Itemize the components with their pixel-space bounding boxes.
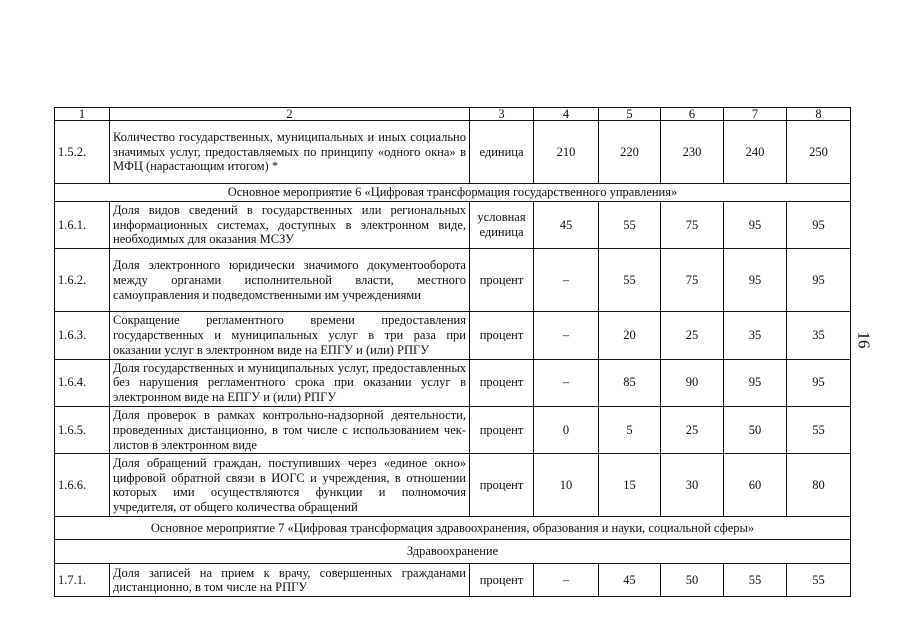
indicator-name: Доля государственных и муниципальных услуг, предоставленных без нарушения регламентного срока при оказании услуг в электронном виде на ЕПГУ и (или) РПГУ: [110, 359, 470, 406]
value-cell: –: [534, 359, 599, 406]
page-number: 16: [854, 331, 874, 349]
value-cell: 10: [534, 454, 599, 517]
row-number: 1.6.4.: [55, 359, 110, 406]
section-row: [55, 184, 851, 202]
header-cell: 1: [55, 108, 110, 121]
value-cell: 80: [787, 454, 851, 517]
unit-cell: процент: [470, 454, 534, 517]
value-cell: 0: [534, 406, 599, 453]
value-cell: 60: [724, 454, 787, 517]
unit-cell: единица: [470, 121, 534, 184]
value-cell: 35: [724, 312, 787, 359]
row-number: 1.6.5.: [55, 406, 110, 453]
value-cell: 55: [724, 564, 787, 597]
table-row: [55, 359, 851, 406]
header-row: [55, 108, 851, 121]
row-number: 1.7.1.: [55, 564, 110, 597]
header-cell: 4: [534, 108, 599, 121]
value-cell: 25: [661, 406, 724, 453]
indicator-name: Сокращение регламентного времени предоставления государственных и муниципальных услуг в три раза при оказании услуг в электронном виде на ЕПГУ и (или) РПГУ: [110, 312, 470, 359]
indicator-name: Доля видов сведений в государственных или региональных информационных системах, доступных в электронном виде, необходимых для оказания МСЗУ: [110, 201, 470, 248]
value-cell: 15: [599, 454, 661, 517]
row-number: 1.6.6.: [55, 454, 110, 517]
value-cell: 50: [661, 564, 724, 597]
value-cell: 45: [599, 564, 661, 597]
value-cell: 230: [661, 121, 724, 184]
indicator-name: Доля проверок в рамках контрольно-надзорной деятельности, проведенных дистанционно, в том числе с использованием чек-листов в электронном виде: [110, 406, 470, 453]
indicators-table: [54, 107, 851, 597]
value-cell: 25: [661, 312, 724, 359]
indicator-name: Доля электронного юридически значимого документооборота между органами исполнительной власти, местного самоуправления и подведомственными им учреждениями: [110, 249, 470, 312]
row-number: 1.6.3.: [55, 312, 110, 359]
value-cell: 95: [724, 359, 787, 406]
table-row: [55, 201, 851, 248]
value-cell: 95: [724, 201, 787, 248]
section-row: [55, 517, 851, 540]
value-cell: 75: [661, 201, 724, 248]
value-cell: 55: [787, 406, 851, 453]
unit-cell: условная единица: [470, 201, 534, 248]
value-cell: 95: [787, 359, 851, 406]
value-cell: 95: [724, 249, 787, 312]
value-cell: 35: [787, 312, 851, 359]
value-cell: 55: [599, 249, 661, 312]
header-cell: 3: [470, 108, 534, 121]
indicator-name: Количество государственных, муниципальных и иных социально значимых услуг, предоставляемых по принципу «одного окна» в МФЦ (нарастающим итогом) *: [110, 121, 470, 184]
table-row: [55, 564, 851, 597]
subsection-title: Здравоохранение: [55, 540, 851, 564]
value-cell: 90: [661, 359, 724, 406]
row-number: 1.6.2.: [55, 249, 110, 312]
value-cell: 250: [787, 121, 851, 184]
value-cell: 95: [787, 249, 851, 312]
table-row: [55, 121, 851, 184]
table-row: [55, 249, 851, 312]
header-cell: 8: [787, 108, 851, 121]
header-cell: 2: [110, 108, 470, 121]
row-number: 1.6.1.: [55, 201, 110, 248]
section-row: [55, 540, 851, 564]
indicator-name: Доля записей на прием к врачу, совершенных гражданами дистанционно, в том числе на РПГУ: [110, 564, 470, 597]
value-cell: –: [534, 312, 599, 359]
unit-cell: процент: [470, 249, 534, 312]
value-cell: 30: [661, 454, 724, 517]
value-cell: 75: [661, 249, 724, 312]
indicator-name: Доля обращений граждан, поступивших через «единое окно» цифровой обратной связи в ИОГС и учреждения, в отношении которых ими осуществляются функции и полномочия учредителя, от общего количества обращений: [110, 454, 470, 517]
value-cell: 45: [534, 201, 599, 248]
value-cell: 85: [599, 359, 661, 406]
value-cell: 20: [599, 312, 661, 359]
unit-cell: процент: [470, 564, 534, 597]
value-cell: 55: [787, 564, 851, 597]
table-row: [55, 406, 851, 453]
value-cell: 50: [724, 406, 787, 453]
table-row: [55, 454, 851, 517]
unit-cell: процент: [470, 359, 534, 406]
value-cell: –: [534, 249, 599, 312]
header-cell: 5: [599, 108, 661, 121]
value-cell: 210: [534, 121, 599, 184]
value-cell: 95: [787, 201, 851, 248]
unit-cell: процент: [470, 406, 534, 453]
header-cell: 7: [724, 108, 787, 121]
value-cell: 55: [599, 201, 661, 248]
section-title: Основное мероприятие 6 «Цифровая трансформация государственного управления»: [55, 184, 851, 202]
header-cell: 6: [661, 108, 724, 121]
value-cell: 220: [599, 121, 661, 184]
unit-cell: процент: [470, 312, 534, 359]
value-cell: 5: [599, 406, 661, 453]
value-cell: 240: [724, 121, 787, 184]
table-row: [55, 312, 851, 359]
row-number: 1.5.2.: [55, 121, 110, 184]
value-cell: –: [534, 564, 599, 597]
section-title: Основное мероприятие 7 «Цифровая трансформация здравоохранения, образования и науки, социальной сферы»: [55, 517, 851, 540]
